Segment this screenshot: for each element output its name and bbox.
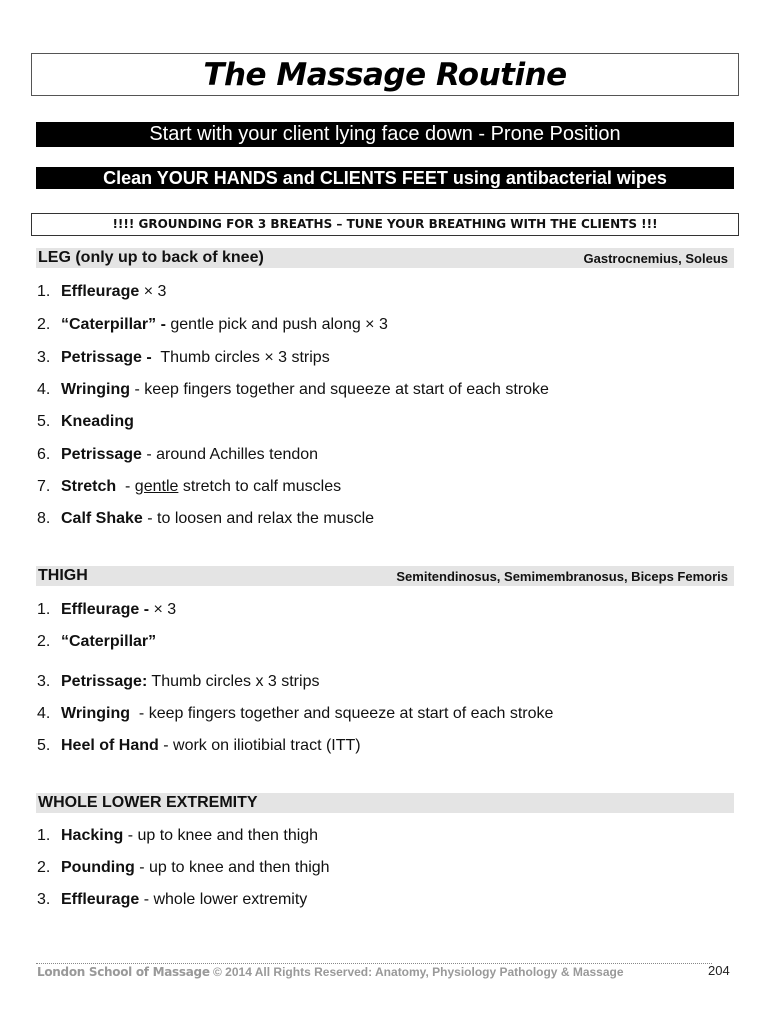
- list-item: [37, 477, 341, 497]
- list-item: [37, 348, 330, 368]
- item-number: 1.: [37, 283, 51, 300]
- item-term: Petrissage: [61, 446, 142, 463]
- item-term: Stretch: [61, 478, 117, 495]
- item-text: - up to knee and then thigh: [134, 859, 330, 876]
- item-number: 5.: [37, 737, 51, 754]
- item-number: 1.: [37, 827, 51, 844]
- item-term: Effleurage -: [61, 601, 150, 618]
- item-text: - keep fingers together and squeeze at start of each stroke: [130, 381, 549, 398]
- item-emphasis: gentle: [134, 478, 179, 495]
- list-item: [37, 380, 549, 400]
- list-item: [37, 445, 318, 465]
- item-text: - up to knee and then thigh: [123, 827, 319, 844]
- item-term: Pounding: [61, 859, 135, 876]
- footer-rights: © 2014 All Rights Reserved: Anatomy, Physiology Pathology & Massage: [209, 965, 624, 979]
- item-number: 5.: [37, 413, 51, 430]
- item-number: 8.: [37, 510, 51, 527]
- footer-school-name: London School of Massage: [37, 965, 210, 979]
- list-item: [37, 858, 330, 878]
- list-item: [37, 282, 166, 302]
- item-term: Effleurage: [61, 891, 140, 908]
- list-item: [37, 890, 307, 910]
- section-header-whole-lower-extremity: [36, 793, 734, 813]
- list-item: [37, 672, 319, 692]
- item-term: Petrissage -: [61, 349, 152, 366]
- item-term: Wringing: [61, 381, 131, 398]
- item-number: 3.: [37, 349, 51, 366]
- item-number: 4.: [37, 705, 51, 722]
- item-term: Effleurage: [61, 283, 140, 300]
- item-number: 2.: [37, 859, 51, 876]
- item-term: Heel of Hand: [61, 737, 159, 754]
- footer-divider: [36, 963, 712, 964]
- item-number: 1.: [37, 601, 51, 618]
- item-text: - work on iliotibial tract (ITT): [158, 737, 361, 754]
- clean-hands-banner: Clean YOUR HANDS and CLIENTS FEET using antibacterial wipes: [36, 167, 734, 189]
- section-muscles: Gastrocnemius, Soleus: [583, 250, 728, 266]
- page-title: The Massage Routine: [203, 57, 567, 93]
- item-text: × 3: [149, 601, 177, 618]
- item-number: 7.: [37, 478, 51, 495]
- section-name: WHOLE LOWER EXTREMITY: [38, 794, 258, 811]
- item-term: Hacking: [61, 827, 124, 844]
- item-number: 3.: [37, 673, 51, 690]
- section-name: LEG (only up to back of knee): [38, 249, 264, 266]
- item-text-prefix: -: [116, 478, 135, 495]
- item-text: × 3: [139, 283, 167, 300]
- item-number: 6.: [37, 446, 51, 463]
- item-term: Wringing: [61, 705, 131, 722]
- title-box: [31, 53, 739, 96]
- list-item: [37, 509, 374, 529]
- item-text: Thumb circles × 3 strips: [151, 349, 330, 366]
- list-item: [37, 315, 388, 335]
- page-number: 204: [708, 963, 730, 978]
- grounding-notice: !!!! GROUNDING FOR 3 BREATHS – TUNE YOUR BREATHING WITH THE CLIENTS !!!: [31, 213, 739, 236]
- item-term: Kneading: [61, 413, 134, 430]
- item-number: 3.: [37, 891, 51, 908]
- list-item: [37, 826, 318, 846]
- list-item: [37, 704, 553, 724]
- list-item: [37, 632, 156, 652]
- prone-position-banner: Start with your client lying face down - Prone Position: [36, 122, 734, 147]
- item-text: Thumb circles x 3 strips: [147, 673, 320, 690]
- list-item: [37, 600, 176, 620]
- item-term: Petrissage:: [61, 673, 148, 690]
- item-text: gentle pick and push along × 3: [165, 316, 388, 333]
- item-text: - to loosen and relax the muscle: [142, 510, 375, 527]
- item-number: 4.: [37, 381, 51, 398]
- item-text: - keep fingers together and squeeze at start of each stroke: [130, 705, 554, 722]
- item-number: 2.: [37, 633, 51, 650]
- section-muscles: Semitendinosus, Semimembranosus, Biceps Femoris: [396, 568, 728, 584]
- item-text: stretch to calf muscles: [178, 478, 342, 495]
- item-text: - around Achilles tendon: [141, 446, 319, 463]
- item-text: - whole lower extremity: [139, 891, 308, 908]
- list-item: [37, 736, 361, 756]
- item-term: “Caterpillar” -: [61, 316, 166, 333]
- item-term: Calf Shake: [61, 510, 143, 527]
- footer: [37, 965, 624, 979]
- item-term: “Caterpillar”: [61, 633, 157, 650]
- list-item: [37, 412, 134, 432]
- item-number: 2.: [37, 316, 51, 333]
- section-header-thigh: [36, 566, 734, 586]
- section-name: THIGH: [38, 567, 88, 584]
- section-header-leg: [36, 248, 734, 268]
